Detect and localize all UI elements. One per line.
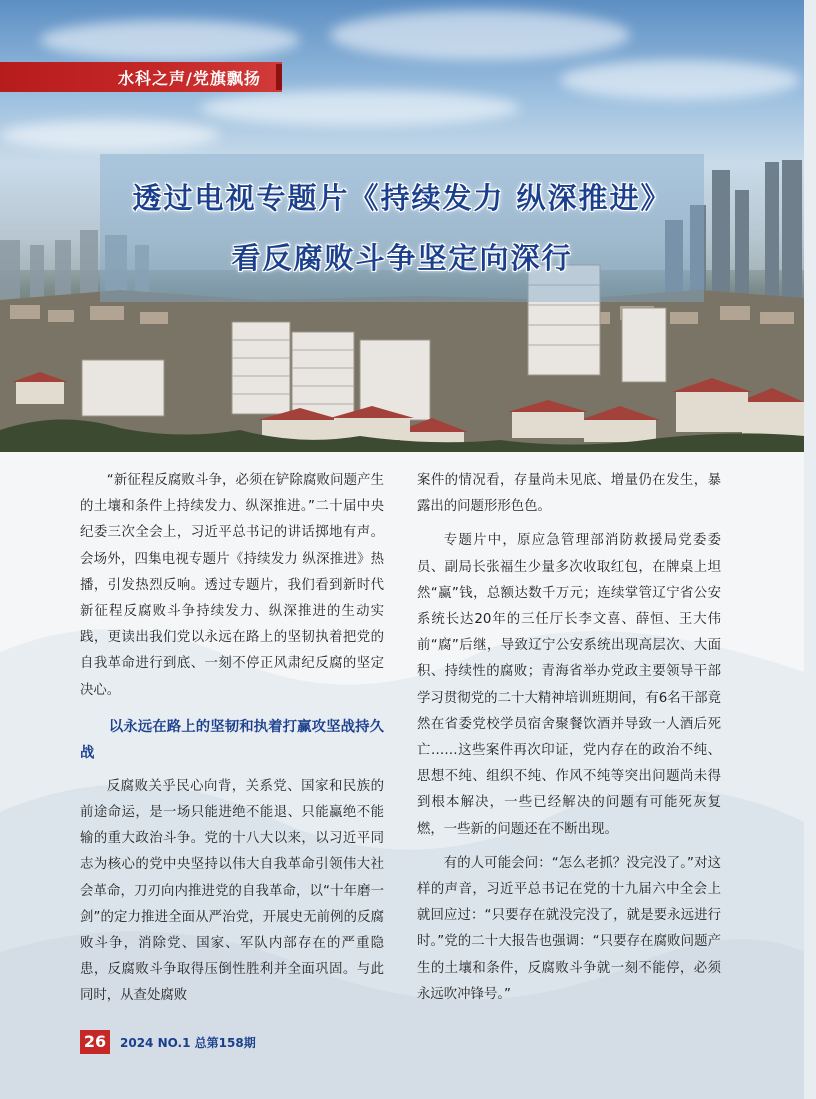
section-tag-label: 水科之声/党旗飘扬: [118, 69, 261, 88]
paragraph-question: 有的人可能会问：“怎么老抓？没完没了。”对这样的声音，习近平总书记在党的十九届六中全会上就回应过：“只要存在就没完没了，就是要永远进行时。”党的二十大报告也强调：“只要存在腐败问题产生的土壤和条件，反腐败斗争就一刻不能停，必须永远吹冲锋号。”: [417, 855, 721, 1002]
article-title-line2: 看反腐败斗争坚定向深行: [231, 241, 573, 275]
paragraph-continued: 案件的情况看，存量尚未见底、增量仍在发生，暴露出的问题形形色色。: [417, 473, 721, 515]
section-tag-bar: [276, 64, 282, 90]
page-edge: [804, 0, 816, 1099]
article-column-left: [80, 468, 384, 1010]
paragraph-cases: 专题片中，原应急管理部消防救援局党委委员、副局长张福生少量多次收取红包，在牌桌上坦然“赢”钱，总额达数千万元；连续掌管辽宁省公安系统长达20年的三任厅长李文喜、薛恒、王大伟前“腐”后继，导致辽宁公安系统出现高层次、大面积、持续性的腐败；青海省举办党政主要领导干部学习贯彻党的二十大精神培训班期间，有6名干部竟然在省委党校学员宿舍聚餐饮酒并导致一人酒后死亡……这些案件再次印证，党内存在的政治不纯、思想不纯、组织不纯、作风不纯等突出问题尚未得到根本解决，一些已经解决的问题有可能死灰复燃，一些新的问题还在不断出现。: [417, 533, 721, 837]
section-tag: [0, 62, 282, 92]
issue-info: 2024 NO.1 总第158期: [120, 1036, 256, 1050]
page-number: 26: [80, 1030, 110, 1054]
article-title-line1: 透过电视专题片《持续发力 纵深推进》: [132, 181, 672, 215]
paragraph-anticorruption: 反腐败关乎民心向背，关系党、国家和民族的前途命运，是一场只能进绝不能退、只能赢绝不能输的重大政治斗争。党的十八大以来，以习近平同志为核心的党中央坚持以伟大自我革命引领伟大社会革命，刀刃向内推进党的自我革命，以“十年磨一剑”的定力推进全面从严治党，开展史无前例的反腐败斗争，消除党、国家、军队内部存在的严重隐患，反腐败斗争取得压倒性胜利并全面巩固。与此同时，从查处腐败: [80, 778, 384, 1004]
article-column-right: [417, 468, 721, 1008]
article-subheading: 以永远在路上的坚韧和执着打赢攻坚战持久战: [80, 718, 384, 761]
paragraph-intro: “新征程反腐败斗争，必须在铲除腐败问题产生的土壤和条件上持续发力、纵深推进。”二十届中央纪委三次全会上，习近平总书记的讲话掷地有声。会场外，四集电视专题片《持续发力 纵深推进》热播，引发热烈反响。透过专题片，我们看到新时代新征程反腐败斗争持续发力、纵深推进的生动实践，更读出我们党以永远在路上的坚韧执着把党的自我革命进行到底、一刻不停正风肃纪反腐的坚定决心。: [80, 473, 384, 698]
